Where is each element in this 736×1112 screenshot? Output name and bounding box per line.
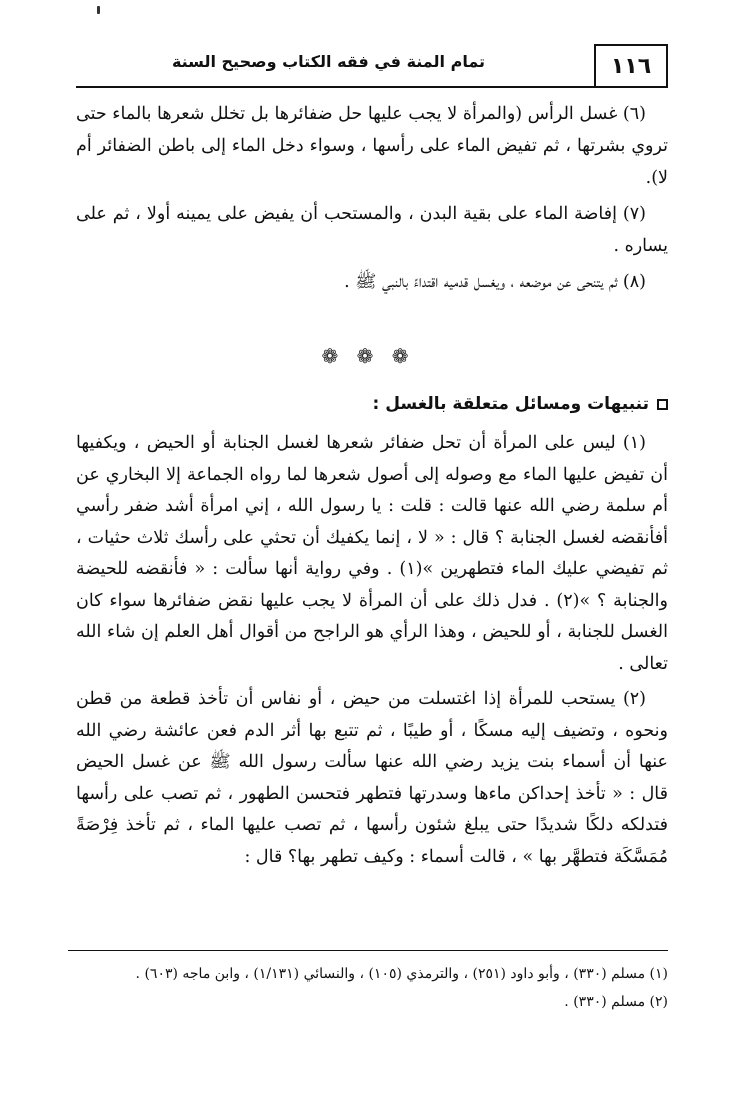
note-2: (٢) يستحب للمرأة إذا اغتسلت من حيض ، أو نفاس أن تأخذ قطعة من قطن ونحوه ، وتضيف إليه مسكًا ، أو طيبًا ، ثم تتبع بها أثر الدم فعن عائشة رضي الله عنها أن أسماء بنت يزيد رضي الله عنها سألت رسول الله ﷺ عن غسل الحيض قال : « تأخذ إحداكن ماءها وسدرتها فتطهر فتحسن الطهور ، ثم تصب على رأسها فتدلكه دلكًا شديدًا حتى يبلغ شئون رأسها ، ثم تصب عليها الماء ، ثم تأخذ فِرْصَةً مُمَسَّكَة فتطهَّر بها » ، قالت أسماء : وكيف تطهر بها؟ قال : — [76, 689, 668, 867]
notes-block — [76, 428, 668, 877]
footnotes — [76, 960, 668, 1016]
page-number: ١١٦ — [594, 44, 668, 88]
running-title: تمام المنة في فقه الكتاب وصحيح السنة — [171, 52, 486, 71]
step-6: (٦) غسل الرأس (والمرأة لا يجب عليها حل ضفائرها بل تخلل شعرها بالماء حتى تروي بشرتها ، ثم تفيض الماء على رأسها ، وسواء دخل الماء إلى باطن الضفائر أم لا). — [76, 104, 668, 188]
header-rule — [76, 86, 594, 88]
step-7: (٧) إفاضة الماء على بقية البدن ، والمستحب أن يفيض على يمينه أولا ، ثم على يساره . — [76, 204, 668, 256]
scan-mark — [97, 6, 100, 14]
square-bullet-icon — [657, 399, 668, 410]
note-1: (١) ليس على المرأة أن تحل ضفائر شعرها لغسل الجنابة أو الحيض ، ويكفيها أن تفيض عليها الماء مع وصوله إلى أصول شعرها لما رواه الجماعة إلا البخاري عن أم سلمة رضي الله عنها قالت : قلت : يا رسول الله ، إني امرأة أشد ضفر رأسي أفأنقضه لغسل الجنابة ؟ قال : « لا ، إنما يكفيك أن تحثي على رأسك ثلاث حثيات ، ثم تفيضي عليك الماء فتطهرين »(١) . وفي رواية أنها سألت : « فأنقضه للحيضة والجنابة ؟ »(٢) . فدل ذلك على أن المرأة لا يجب عليها نقض ضفائرها سواء كان الغسل للجنابة ، أو للحيض ، وهذا الرأي هو الراجح من أقوال أهل العلم إن شاء الله تعالى . — [76, 433, 669, 674]
steps-block — [76, 98, 668, 302]
footnote-1: (١) مسلم (٣٣٠) ، وأبو داود (٢٥١) ، والترمذي (١٠٥) ، والنسائي (١/١٣١) ، وابن ماجه (٦٠٣) . — [135, 966, 668, 982]
page-header — [76, 44, 668, 90]
step-8: (٨) ثم يتنحى عن موضعه ، ويغسل قدميه اقتداءً بالنبي ﷺ . — [344, 272, 646, 292]
footnote-rule — [68, 950, 668, 951]
ornament-separator: ❁ ❁ ❁ — [321, 344, 415, 368]
section-heading — [76, 394, 668, 414]
section-heading-text: تنبيهات ومسائل متعلقة بالغسل : — [372, 394, 649, 414]
footnote-2: (٢) مسلم (٣٣٠) . — [564, 994, 668, 1010]
